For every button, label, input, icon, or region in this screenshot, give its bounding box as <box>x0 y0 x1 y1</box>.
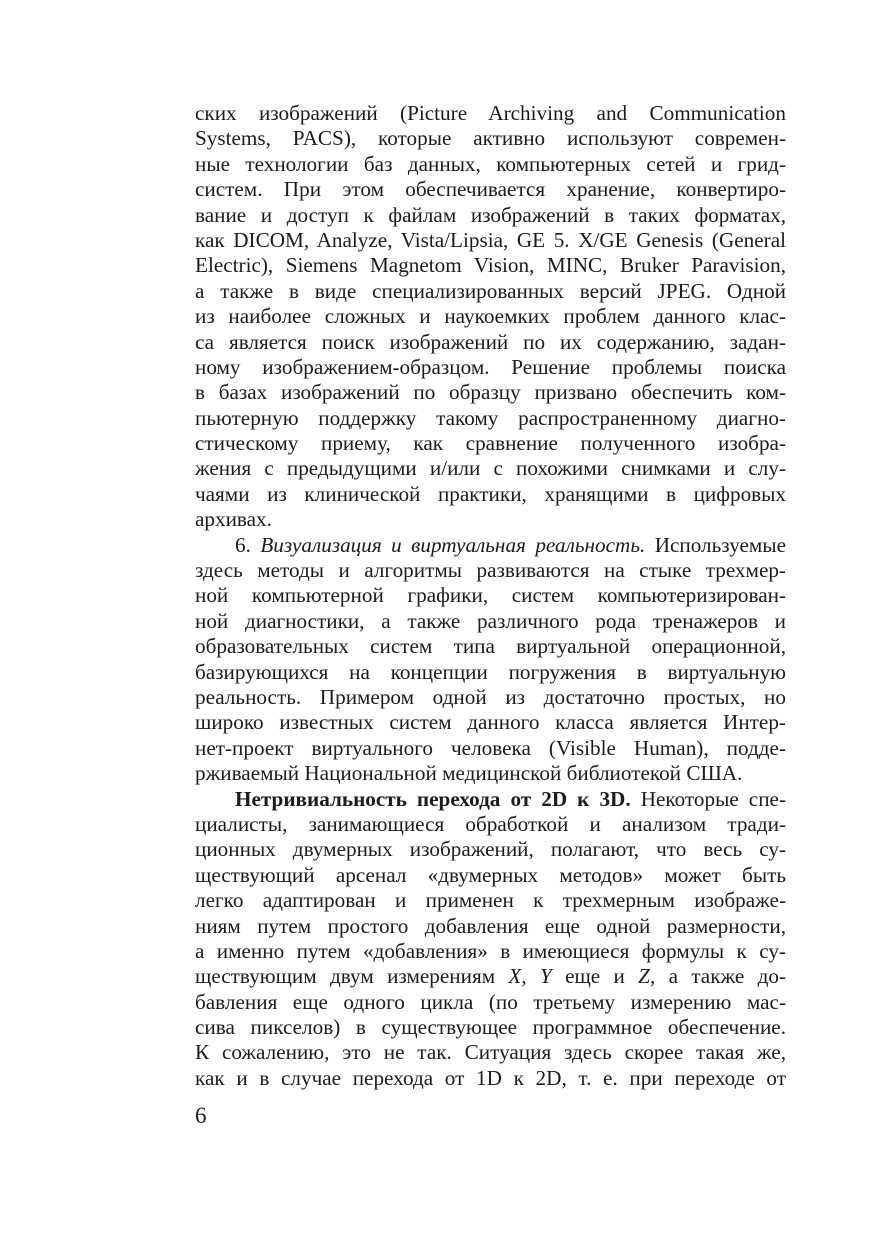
text-line <box>195 177 786 202</box>
text-line <box>195 609 786 634</box>
text-line <box>195 1015 786 1040</box>
text-run: ществующий арсенал «двумерных методов» может быть <box>195 862 786 887</box>
text-run: ских изображений (Picture Archiving and Communication <box>195 101 786 125</box>
text-line <box>195 533 786 558</box>
text-run: Используемые <box>645 532 786 557</box>
text-run: Electric), Siemens Magnetom Vision, MINC, Bruker Paravision, <box>195 253 786 278</box>
italic-text: Y <box>539 964 552 989</box>
text-run: жения с предыдущими и/или с похожими снимками и слу- <box>195 456 786 481</box>
text-line <box>195 355 786 380</box>
italic-text: X <box>508 964 522 989</box>
text-run: образовательных систем типа виртуальной операционной, <box>195 634 786 659</box>
text-line <box>195 279 786 304</box>
bold-heading: Нетривиальность перехода от 2D к 3D. <box>235 786 631 811</box>
text-run: ной диагностики, а также различного рода тренажеров и <box>195 608 786 633</box>
italic-text: Z <box>638 964 650 989</box>
body-text <box>195 101 786 1091</box>
text-line <box>195 660 786 685</box>
text-run: широко известных систем данного класса является Интер- <box>195 710 786 735</box>
text-line <box>195 939 786 964</box>
text-line <box>195 406 786 431</box>
text-run: ционных двумерных изображений, полагают, что весь су- <box>195 837 786 862</box>
text-run: ному изображением-образцом. Решение проблемы поиска <box>195 354 786 379</box>
text-line <box>195 736 786 761</box>
text-line <box>195 710 786 735</box>
text-line <box>195 507 786 532</box>
text-line <box>195 761 786 786</box>
text-line <box>195 101 786 126</box>
text-line <box>195 456 786 481</box>
text-run: стическому приему, как сравнение полученного изобра- <box>195 431 786 456</box>
text-line <box>195 863 786 888</box>
text-line <box>195 228 786 253</box>
page-number: 6 <box>195 1103 207 1128</box>
text-run: , <box>521 964 540 989</box>
text-run: ниям путем простого добавления еще одной размерности, <box>195 913 786 938</box>
text-run: рживаемый Национальной медицинской библиотекой США. <box>195 761 743 786</box>
text-line <box>195 304 786 329</box>
text-run: К сожалению, это не так. Ситуация здесь скорее такая же, <box>195 1040 786 1065</box>
text-line <box>195 330 786 355</box>
text-run: здесь методы и алгоритмы развиваются на стыке трехмер- <box>195 558 786 583</box>
text-line <box>195 482 786 507</box>
text-line <box>195 253 786 278</box>
text-line <box>195 203 786 228</box>
text-run: циалисты, занимающиеся обработкой и анализом тради- <box>195 811 786 836</box>
text-line <box>195 812 786 837</box>
text-run: а именно путем «добавления» в имеющиеся формулы к су- <box>195 938 786 963</box>
text-run: как DICOM, Analyze, Vista/Lipsia, GE 5. X/GE Genesis (General <box>195 227 786 252</box>
text-line <box>195 787 786 812</box>
text-run: сива пикселов) в существующее программное обеспечение. <box>195 1015 786 1040</box>
text-run: 6. <box>235 532 261 557</box>
text-line <box>195 990 786 1015</box>
text-run: ные технологии баз данных, компьютерных сетей и грид- <box>195 151 786 176</box>
text-run: в базах изображений по образцу призвано обеспечить ком- <box>195 380 786 405</box>
text-line <box>195 583 786 608</box>
text-line <box>195 1040 786 1065</box>
text-run: пьютерную поддержку такому распространенному диагно- <box>195 405 786 430</box>
text-run: бавления еще одного цикла (по третьему измерению мас- <box>195 989 786 1014</box>
text-line <box>195 634 786 659</box>
text-run: из наиболее сложных и наукоемких проблем данного клас- <box>195 304 786 329</box>
text-run: ществующим двум измерениям <box>195 964 509 989</box>
text-run: базирующихся на концепции погружения в виртуальную <box>195 659 786 684</box>
text-line <box>195 380 786 405</box>
text-line <box>195 888 786 913</box>
text-run: нет-проект виртуального человека (Visible Human), подде- <box>195 735 786 760</box>
text-run: вание и доступ к файлам изображений в таких форматах, <box>195 202 786 227</box>
text-line <box>195 837 786 862</box>
text-line <box>195 964 786 989</box>
text-line <box>195 126 786 151</box>
text-line <box>195 1066 786 1091</box>
text-run: Некоторые спе- <box>630 786 786 811</box>
text-run: а также в виде специализированных версий JPEG. Одной <box>195 278 786 303</box>
text-run: чаями из клинической практики, хранящими в цифровых <box>195 481 786 506</box>
text-line <box>195 914 786 939</box>
text-run: еще и <box>551 964 639 989</box>
text-line <box>195 558 786 583</box>
text-run: архивах. <box>195 507 272 532</box>
text-run: ной компьютерной графики, систем компьютеризирован- <box>195 583 786 608</box>
text-run: Systems, PACS), которые активно используют современ- <box>195 126 786 151</box>
text-line <box>195 152 786 177</box>
text-run: как и в случае перехода от 1D к 2D, т. е. при переходе от <box>195 1065 786 1090</box>
text-line <box>195 685 786 710</box>
text-run: , а также до- <box>649 964 786 989</box>
text-run: систем. При этом обеспечивается хранение, конвертиро- <box>195 177 786 202</box>
text-run: легко адаптирован и применен к трехмерным изображе- <box>195 888 786 913</box>
text-run: реальность. Примером одной из достаточно простых, но <box>195 684 786 709</box>
text-run: са является поиск изображений по их содержанию, задан- <box>195 329 786 354</box>
text-line <box>195 431 786 456</box>
italic-text: Визуализация и виртуальная реальность. <box>260 532 646 557</box>
